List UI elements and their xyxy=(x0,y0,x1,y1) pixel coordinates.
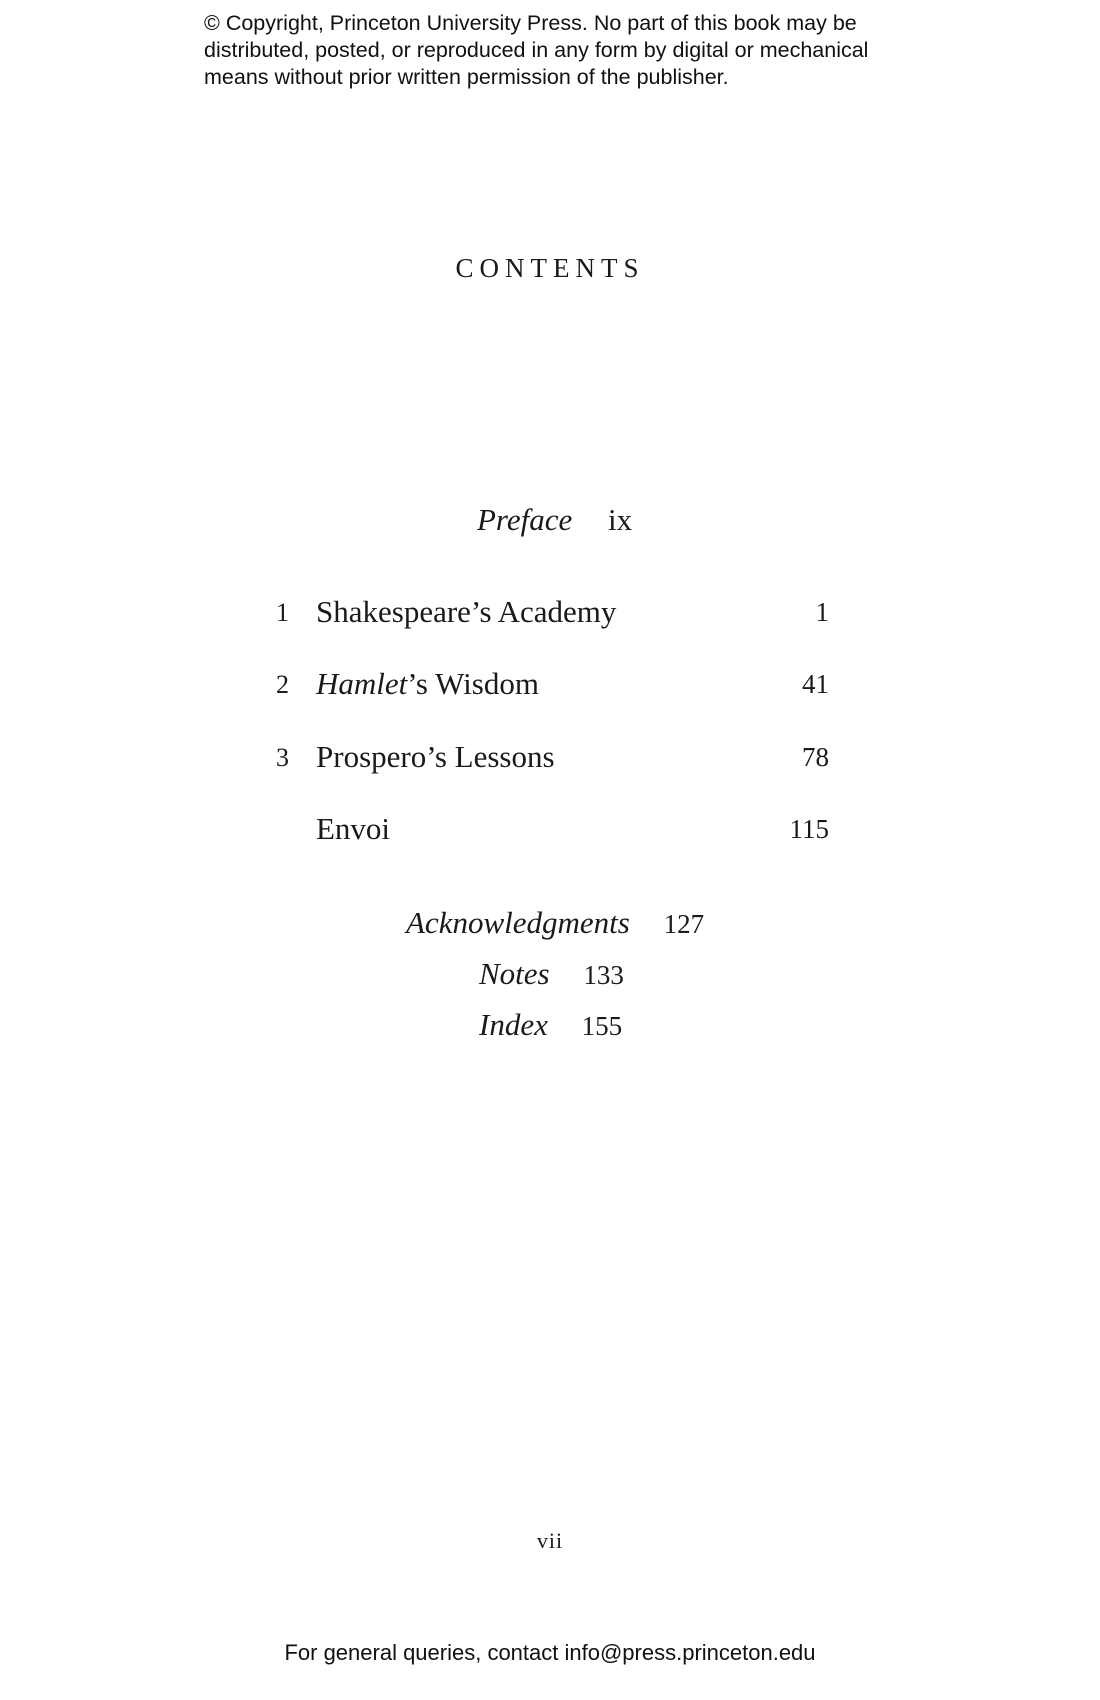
chapter-title-text: Shakespeare’s Academy xyxy=(316,594,617,629)
copyright-line: distributed, posted, or reproduced in any form by digital or mechanical xyxy=(204,38,869,62)
chapter-title-text: Prospero’s Lessons xyxy=(316,739,555,774)
chapter-number: 1 xyxy=(276,598,289,627)
copyright-notice xyxy=(204,10,924,91)
toc-entry-label: Acknowledgments xyxy=(406,905,630,940)
toc-chapter-row xyxy=(0,739,1100,779)
toc-entry-acknowledgments xyxy=(406,905,704,941)
chapter-title xyxy=(316,739,555,775)
toc-entry-page: 155 xyxy=(581,1011,623,1041)
toc-entry-page: 133 xyxy=(583,960,624,990)
chapter-page: 115 xyxy=(789,814,829,844)
chapter-page: 78 xyxy=(802,742,829,772)
toc-chapter-row xyxy=(0,594,1100,634)
chapter-number: 2 xyxy=(276,670,289,699)
chapter-title-text: Envoi xyxy=(316,811,391,846)
footer-contact: For general queries, contact info@press.princeton.edu xyxy=(284,1640,816,1665)
copyright-line: means without prior written permission of the publisher. xyxy=(204,65,729,89)
chapter-page: 41 xyxy=(802,669,829,699)
chapter-title-text: ’s Wisdom xyxy=(407,666,539,701)
page-number: vii xyxy=(536,1528,564,1553)
toc-chapter-row xyxy=(0,811,1100,851)
chapter-title xyxy=(316,811,390,847)
toc-entry-label: Index xyxy=(479,1007,548,1042)
toc-entry-label: Notes xyxy=(479,956,550,991)
toc-entry-preface xyxy=(477,502,632,538)
toc-chapter-row xyxy=(0,666,1100,706)
toc-entry-notes xyxy=(479,956,624,992)
toc-entry-index xyxy=(479,1007,622,1043)
toc-entry-page: ix xyxy=(608,502,633,537)
page-title: CONTENTS xyxy=(455,253,645,283)
chapter-page: 1 xyxy=(815,597,829,627)
chapter-title xyxy=(316,594,616,630)
chapter-title-italic: Hamlet xyxy=(316,666,408,701)
toc-entry-label: Preface xyxy=(477,502,573,537)
toc-entry-page: 127 xyxy=(663,909,705,939)
chapter-number: 3 xyxy=(276,743,289,772)
copyright-line: © Copyright, Princeton University Press. No part of this book may be xyxy=(204,11,857,35)
chapter-title xyxy=(316,666,539,702)
